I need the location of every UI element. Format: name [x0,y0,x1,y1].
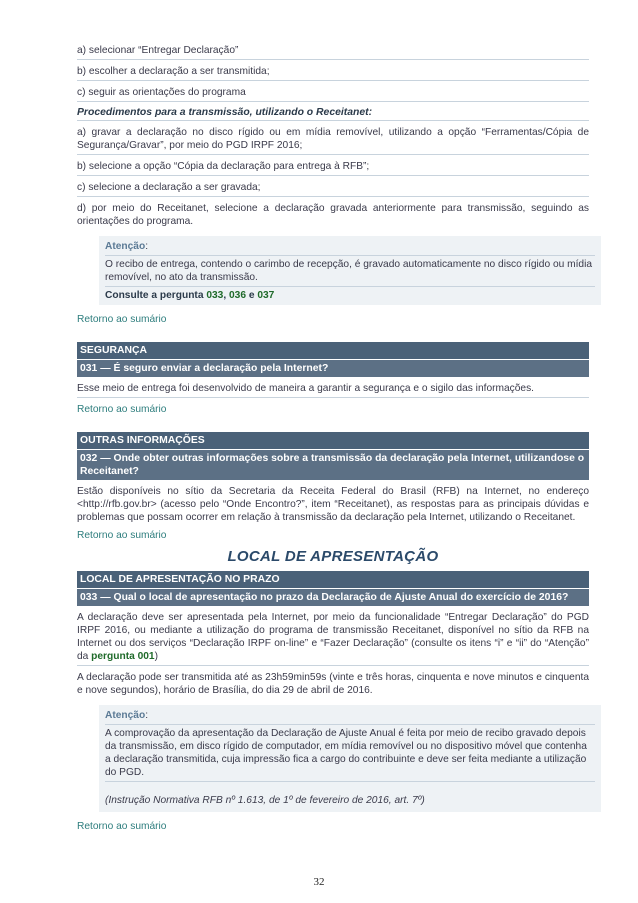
back-to-summary-link[interactable]: Retorno ao sumário [77,821,167,832]
attention-body: A comprovação da apresentação da Declaração de Ajuste Anual é feita por meio de recibo gravado depois da transmissão, em disco rígido de computador, em mídia removível ou no dispositivo móvel que contenha a declaração transmitida, cuja impressão fica a cargo do contribuinte e deve ser feita mediante a utilização do PGD. [105,725,595,782]
question-031-heading: 031 — É seguro enviar a declaração pela Internet? [77,360,589,378]
section-header-other-info: OUTRAS INFORMAÇÕES [77,432,589,450]
step-a-select: a) selecionar “Entregar Declaração” [77,44,589,60]
receitanet-step-c: c) selecione a declaração a ser gravada; [77,181,589,197]
attention-consult-line: Consulte a pergunta 033, 036 e 037 [105,290,275,301]
receitanet-step-b: b) selecione a opção “Cópia da declaração para entrega à RFB”; [77,160,589,176]
attention-box-proof [99,705,601,812]
back-to-summary-link[interactable]: Retorno ao sumário [77,530,167,541]
page-number: 32 [313,876,325,888]
receitanet-step-a: a) gravar a declaração no disco rígido ou em mídia removível, utilizando a opção “Ferramentas/Cópia de Segurança/Gravar”, por meio do PGD IRPF 2016; [77,126,589,155]
back-to-summary-link[interactable]: Retorno ao sumário [77,404,167,415]
step-b-choose: b) escolher a declaração a ser transmitida; [77,65,589,81]
local-section-title: LOCAL DE APRESENTAÇÃO [227,548,439,565]
question-031-answer: Esse meio de entrega foi desenvolvido de maneira a garantir a segurança e o sigilo das informações. [77,382,589,398]
section-header-local: LOCAL DE APRESENTAÇÃO NO PRAZO [77,571,589,589]
attention-title: Atenção: [105,240,595,256]
question-037-link[interactable]: 037 [257,290,275,301]
question-033-heading: 033 — Qual o local de apresentação no prazo da Declaração de Ajuste Anual do exercício de 2016? [77,589,589,607]
legal-citation: (Instrução Normativa RFB nº 1.613, de 1º de fevereiro de 2016, art. 7º) [105,795,425,806]
step-c-follow: c) seguir as orientações do programa [77,86,589,102]
question-032-answer: Estão disponíveis no sítio da Secretaria da Receita Federal do Brasil (RFB) na Internet, no endereço <http://rfb.gov.br> (acesso pelo “Onde Encontro?”, item “Receitanet), as respostas para as principais dúvidas e problemas que possam ocorrer em relação à transmissão da declaração pela Internet, utilizando o Receitanet. [77,486,589,523]
section-header-security: SEGURANÇA [77,342,589,360]
question-032-heading: 032 — Onde obter outras informações sobre a transmissão da declaração pela Internet, utilizandose o Receitanet? [77,450,589,481]
attention-title: Atenção: [105,709,595,725]
question-033-link[interactable]: 033 [206,290,224,301]
attention-body: O recibo de entrega, contendo o carimbo de recepção, é gravado automaticamente no disco rígido ou mídia removível, no ato da transmissão. [105,256,595,287]
attention-box-receipt [99,236,601,305]
receitanet-step-d: d) por meio do Receitanet, selecione a declaração gravada anteriormente para transmissão, seguindo as orientações do programa. [77,203,589,227]
page-content [77,44,593,849]
receitanet-procedures-heading: Procedimentos para a transmissão, utilizando o Receitanet: [77,107,589,121]
question-001-link[interactable]: pergunta 001 [91,651,155,662]
back-to-summary-link[interactable]: Retorno ao sumário [77,314,167,325]
question-033-answer-2: A declaração pode ser transmitida até as 23h59min59s (vinte e três horas, cinquenta e nove minutos e cinquenta e nove segundos), horário de Brasília, do dia 29 de abril de 2016. [77,672,589,696]
question-036-link[interactable]: 036 [229,290,246,301]
question-033-answer-1: A declaração deve ser apresentada pela Internet, por meio da funcionalidade “Entregar Declaração” do PGD IRPF 2016, ou mediante a utilização do programa de transmissão Receitanet, disponível no sítio da RFB na Internet ou dos serviços “Declaração IRPF on-line” e “Fazer Declaração” (consulte os itens “i” e “ii” do “Atenção” da pergunta 001) [77,611,589,666]
